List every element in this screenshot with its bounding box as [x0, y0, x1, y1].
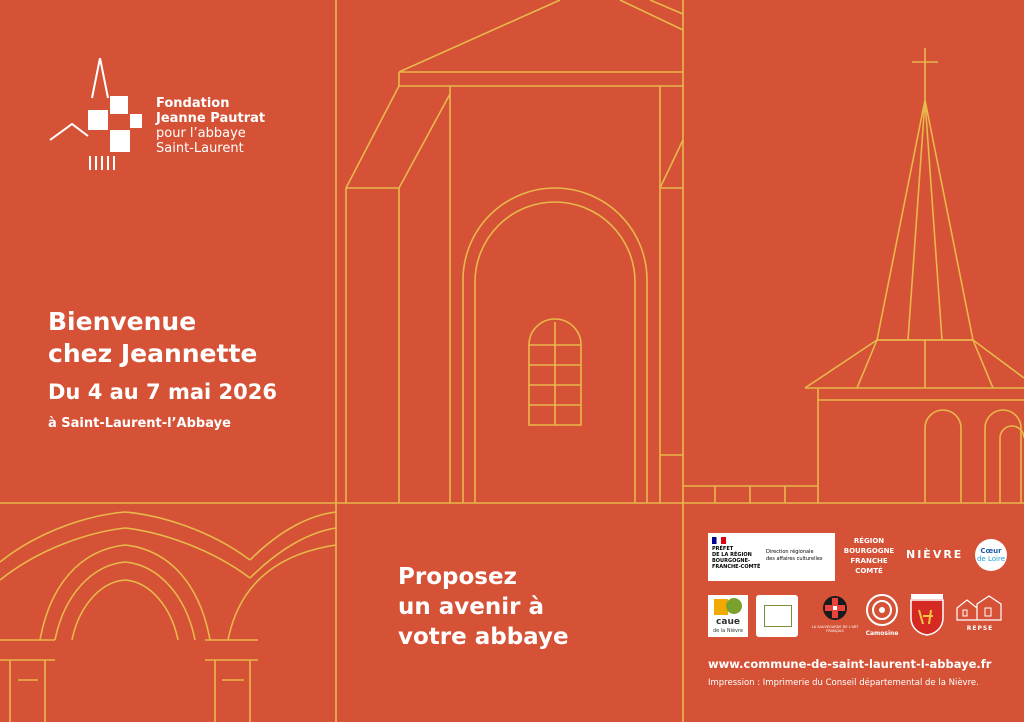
- coeur-line1: Cœur: [980, 547, 1002, 555]
- event-title-line2: chez Jeannette: [48, 339, 258, 368]
- prefet-line1: PRÉFET: [712, 546, 734, 552]
- event-dates: Du 4 au 7 mai 2026: [48, 380, 277, 404]
- nievre-logo: [906, 548, 966, 564]
- coeur-de-loire-logo: [975, 539, 1007, 571]
- prefet-line4: FRANCHE-COMTÉ: [712, 564, 761, 570]
- printer-credit: Impression : Imprimerie du Conseil départemental de la Nièvre.: [708, 678, 979, 688]
- drac-line1: Direction régionale: [766, 549, 814, 555]
- camosine-logo: [862, 594, 902, 640]
- caue-name: caue: [716, 617, 740, 627]
- region-line2: BOURGOGNE: [843, 547, 895, 555]
- foundation-logo-icon: [48, 58, 148, 178]
- caue-logo: [708, 595, 748, 637]
- foundation-name-line2: Jeanne Pautrat: [156, 111, 266, 126]
- prefet-drac-logo: [708, 533, 835, 581]
- drac-line2: des affaires culturelles: [766, 556, 823, 562]
- foundation-brand: [48, 58, 288, 178]
- region-line4: COMTÉ: [855, 567, 883, 575]
- event-place: à Saint-Laurent-l’Abbaye: [48, 416, 231, 431]
- saint-laurent-shield-logo: [907, 594, 947, 638]
- repse-text: REPSE: [966, 625, 994, 632]
- camosine-rosette-icon: [866, 594, 898, 626]
- cta-line1: Proposez: [398, 564, 517, 590]
- nievre-text: NIÈVRE: [906, 548, 964, 561]
- region-line1: RÉGION: [853, 537, 885, 545]
- cta-line3: votre abbaye: [398, 624, 569, 650]
- foundation-name-line4: Saint-Laurent: [156, 141, 244, 156]
- prefet-line2: DE LA RÉGION: [712, 552, 752, 558]
- event-title: [48, 306, 257, 370]
- sauvegarde-text: LA SAUVEGARDE DE L'ART FRANÇAIS: [811, 625, 859, 633]
- repse-logo: [953, 594, 1007, 640]
- foundation-name-line3: pour l’abbaye: [156, 126, 246, 141]
- call-to-action: [398, 562, 569, 652]
- building-icon: [955, 594, 1005, 622]
- prefet-line3: BOURGOGNE-: [712, 558, 751, 564]
- heritage-association-logo: [756, 595, 798, 637]
- cta-line2: un avenir à: [398, 594, 544, 620]
- sauvegarde-cross-icon: [822, 595, 848, 621]
- camosine-text: Camosine: [865, 630, 899, 637]
- foundation-name-line1: Fondation: [156, 96, 230, 111]
- region-line3: FRANCHE: [850, 557, 888, 565]
- foundation-name: [156, 96, 265, 156]
- marianne-flag-icon: [712, 537, 726, 544]
- caue-sub: de la Nièvre: [712, 628, 744, 634]
- event-title-line1: Bienvenue: [48, 307, 197, 336]
- website-url: www.commune-de-saint-laurent-l-abbaye.fr: [708, 657, 992, 671]
- coeur-line2: de Loire: [976, 555, 1005, 563]
- shield-icon: [909, 594, 945, 636]
- region-bfc-logo: [843, 536, 895, 582]
- sauvegarde-art-francais-logo: [806, 595, 864, 639]
